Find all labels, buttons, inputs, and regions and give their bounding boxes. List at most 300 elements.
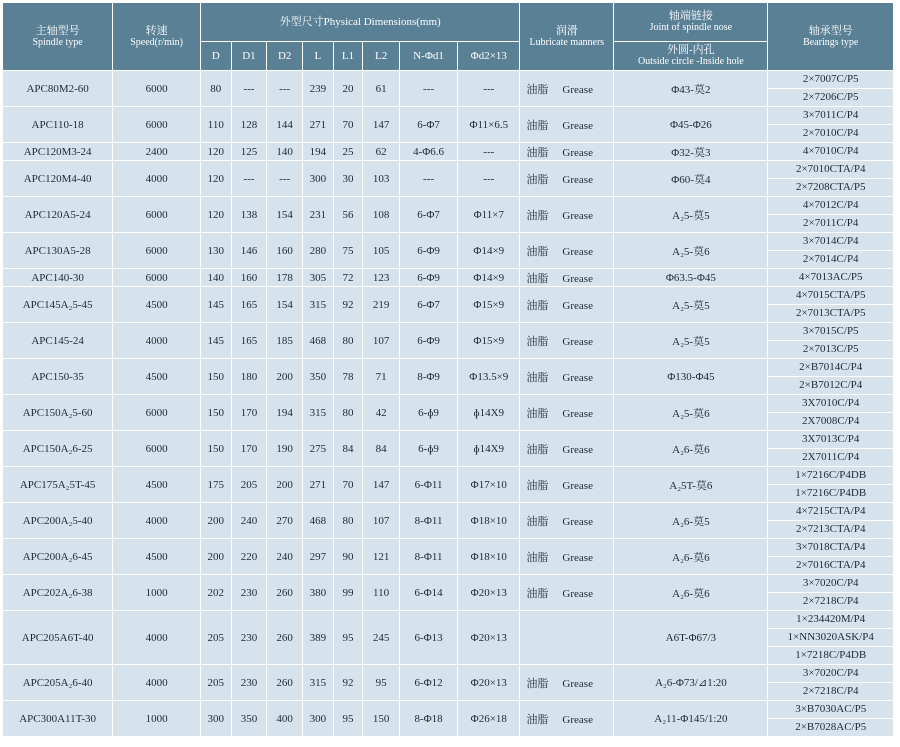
bearing-cell: 2×7013CTA/P5 [768,305,894,323]
bearing-cell: 2×B7014C/P4 [768,359,894,377]
lubrication-en: Grease [562,407,593,420]
lubrication-cell [520,287,614,323]
spec-cell: 128 [232,107,268,143]
bearing-cell: 3X7013C/P4 [768,431,894,449]
spec-cell: 6000 [113,395,201,431]
spec-cell: 25 [334,143,364,161]
table-row [3,701,894,719]
spindle-model-cell: APC80M2-60 [3,71,113,107]
spec-cell: 6-Φ7 [400,107,458,143]
spec-cell: 80 [334,395,364,431]
lubrication-en: Grease [562,245,593,258]
spec-cell: 468 [303,503,334,539]
bearing-cell: 2×7010CTA/P4 [768,161,894,179]
spec-cell: 315 [303,395,334,431]
bearing-cell: 3X7010C/P4 [768,395,894,413]
table-row [3,233,894,251]
spec-cell: 80 [201,71,232,107]
spec-cell: 154 [267,287,303,323]
joint-header: 轴端链接 Joint of spindle nose [614,3,768,42]
dimensions-header: 外型尺寸Physical Dimensions(mm) [201,3,520,42]
bearing-cell: 2×7013C/P5 [768,341,894,359]
spec-cell: 125 [232,143,268,161]
table-row [3,107,894,125]
joint-cell: A₂5-莫6 [614,233,768,269]
spec-cell: 20 [334,71,364,107]
spec-cell: 170 [232,395,268,431]
spec-cell: 205 [201,665,232,701]
bearing-cell: 2×7208CTA/P5 [768,179,894,197]
lubrication-cn: 油脂 [526,335,549,348]
spec-cell: 123 [363,269,400,287]
spec-cell: 108 [363,197,400,233]
spec-cell: --- [458,71,520,107]
lubrication-en: Grease [562,83,593,96]
spec-cell: 110 [363,575,400,611]
spec-cell: 230 [232,665,268,701]
spec-cell: 4000 [113,665,201,701]
spec-cell: 165 [232,287,268,323]
lubrication-cn: 油脂 [526,713,549,726]
spec-cell: 140 [267,143,303,161]
spec-cell: 160 [232,269,268,287]
joint-cell: A₂5-莫5 [614,197,768,233]
lubrication-cn: 油脂 [526,299,549,312]
spec-cell: 150 [363,701,400,737]
spec-cell: 165 [232,323,268,359]
spec-cell: 400 [267,701,303,737]
spec-cell: 61 [363,71,400,107]
joint-cell: Φ45-Φ26 [614,107,768,143]
lubrication-cn: 油脂 [526,245,549,258]
spec-cell: 4500 [113,359,201,395]
lubrication-cn: 油脂 [526,209,549,222]
spec-cell: Φ18×10 [458,539,520,575]
spec-cell: 105 [363,233,400,269]
spec-cell: 6-Φ9 [400,269,458,287]
table-row [3,575,894,593]
table-row [3,611,894,629]
spec-cell: 178 [267,269,303,287]
spec-cell: 4500 [113,287,201,323]
bearing-cell: 4×7010C/P4 [768,143,894,161]
bearing-cell: 1×7216C/P4DB [768,467,894,485]
bearing-cell: 2×7011C/P4 [768,215,894,233]
table-row [3,395,894,413]
bearing-cell: 1×7218C/P4DB [768,647,894,665]
joint-cell: Φ32-莫3 [614,143,768,161]
header-row-top [3,3,894,42]
spec-cell: 350 [232,701,268,737]
spec-cell: 380 [303,575,334,611]
dim-col-header: Φd2×13 [458,42,520,71]
spindle-spec-table [3,3,894,737]
lubrication-cell [520,107,614,143]
spec-cell: 146 [232,233,268,269]
spec-cell: 120 [201,161,232,197]
spec-cell: 275 [303,431,334,467]
bearing-cell: 3×7018CTA/P4 [768,539,894,557]
spec-cell: 4-Φ6.6 [400,143,458,161]
lubrication-cn: 油脂 [526,443,549,456]
spec-table-body [3,71,894,737]
spec-cell: 297 [303,539,334,575]
spec-cell: 120 [201,197,232,233]
bearing-cell: 4×7012C/P4 [768,197,894,215]
spec-cell: 2400 [113,143,201,161]
lubrication-cell [520,233,614,269]
speed-header: 转速 Speed(r/min) [113,3,201,71]
dim-col-header: L2 [363,42,400,71]
spec-cell: 240 [267,539,303,575]
spec-cell: 144 [267,107,303,143]
lubrication-en: Grease [562,119,593,132]
lubrication-en: Grease [562,515,593,528]
spec-cell: 6-ɸ9 [400,395,458,431]
spec-cell: 8-Φ18 [400,701,458,737]
table-row [3,269,894,287]
bearing-cell: 2×7010C/P4 [768,125,894,143]
spindle-model-cell: APC205A6T-40 [3,611,113,665]
joint-sub-header: 外圆-内孔 Outside circle -Inside hole [614,42,768,71]
spec-cell: 194 [303,143,334,161]
spec-cell: 160 [267,233,303,269]
spec-cell: 240 [232,503,268,539]
lubrication-cell [520,539,614,575]
joint-cell: A₂11-Φ145/1:20 [614,701,768,737]
spec-cell: 185 [267,323,303,359]
spec-cell: 150 [201,431,232,467]
spindle-model-cell: APC120A5-24 [3,197,113,233]
spec-cell: 95 [363,665,400,701]
lubrication-en: Grease [562,551,593,564]
lubrication-cell [520,503,614,539]
spec-cell: 300 [201,701,232,737]
joint-cell: A₂6-莫6 [614,431,768,467]
spec-cell: 71 [363,359,400,395]
joint-cell: A₂5-莫5 [614,287,768,323]
spec-cell: 42 [363,395,400,431]
table-row [3,143,894,161]
spec-cell: Φ18×10 [458,503,520,539]
spec-cell: 6-Φ9 [400,323,458,359]
lubrication-cell [520,611,614,665]
spec-cell: 190 [267,431,303,467]
spec-cell: 154 [267,197,303,233]
spec-cell: 84 [363,431,400,467]
lubrication-cn: 油脂 [526,407,549,420]
bearing-cell: 2×7218C/P4 [768,683,894,701]
spec-cell: 80 [334,503,364,539]
lubrication-en: Grease [562,173,593,186]
spec-cell: 4000 [113,161,201,197]
spec-cell: 260 [267,575,303,611]
spindle-model-cell: APC145A₂5-45 [3,287,113,323]
spec-cell: 200 [201,503,232,539]
spec-cell: --- [267,161,303,197]
spec-cell: 8-Φ11 [400,539,458,575]
spec-cell: 315 [303,665,334,701]
spec-cell: 200 [267,467,303,503]
spec-cell: 6000 [113,269,201,287]
lubrication-en: Grease [562,335,593,348]
table-row [3,197,894,215]
spec-cell: ɸ14X9 [458,431,520,467]
spec-cell: Φ15×9 [458,323,520,359]
spec-cell: 8-Φ11 [400,503,458,539]
spec-cell: Φ13.5×9 [458,359,520,395]
spec-cell: 230 [232,575,268,611]
lubrication-cn: 油脂 [526,272,549,285]
lubrication-cn: 油脂 [526,515,549,528]
bearing-cell: 3×7020C/P4 [768,575,894,593]
spec-cell: 170 [232,431,268,467]
dim-col-header: L1 [334,42,364,71]
dim-col-header: D2 [267,42,303,71]
lubrication-cell [520,161,614,197]
spec-cell: 138 [232,197,268,233]
spec-cell: Φ20×13 [458,575,520,611]
table-row [3,323,894,341]
bearing-cell: 2X7008C/P4 [768,413,894,431]
spec-cell: 6000 [113,107,201,143]
spec-cell: 62 [363,143,400,161]
spec-cell: 260 [267,665,303,701]
lubrication-cell [520,431,614,467]
spec-cell: 260 [267,611,303,665]
spec-cell: 6-Φ13 [400,611,458,665]
lubrication-en: Grease [562,587,593,600]
spec-cell: 75 [334,233,364,269]
spec-cell: 6000 [113,71,201,107]
spec-cell: 30 [334,161,364,197]
spec-cell: 280 [303,233,334,269]
spec-cell: 90 [334,539,364,575]
spec-cell: 103 [363,161,400,197]
spec-cell: 140 [201,269,232,287]
spindle-model-cell: APC145-24 [3,323,113,359]
spec-cell: 202 [201,575,232,611]
spec-cell: 4000 [113,503,201,539]
spec-cell: 300 [303,161,334,197]
lubrication-cn: 油脂 [526,119,549,132]
lubrication-cn: 油脂 [526,587,549,600]
joint-cell: A₂5T-莫6 [614,467,768,503]
lubrication-cn: 油脂 [526,146,549,159]
bearing-cell: 3×7015C/P5 [768,323,894,341]
lubrication-cell [520,359,614,395]
joint-cell: A₂6-莫6 [614,575,768,611]
bearing-cell: 2×7016CTA/P4 [768,557,894,575]
lubrication-en: Grease [562,272,593,285]
spindle-model-cell: APC140-30 [3,269,113,287]
spec-cell: 92 [334,287,364,323]
spec-cell: 239 [303,71,334,107]
spec-cell: 84 [334,431,364,467]
spec-cell: 107 [363,323,400,359]
spec-cell: 300 [303,701,334,737]
bearing-cell: 2X7011C/P4 [768,449,894,467]
lubrication-en: Grease [562,371,593,384]
joint-cell: A6T-Φ67/3 [614,611,768,665]
bearing-cell: 4×7013AC/P5 [768,269,894,287]
lubrication-cell [520,701,614,737]
spec-cell: Φ15×9 [458,287,520,323]
spindle-model-cell: APC130A5-28 [3,233,113,269]
spec-cell: 6000 [113,197,201,233]
spec-cell: 180 [232,359,268,395]
spec-cell: 6-ɸ9 [400,431,458,467]
spec-cell: 389 [303,611,334,665]
table-row [3,467,894,485]
lubrication-cell [520,467,614,503]
spec-cell: --- [232,161,268,197]
spec-cell: --- [400,161,458,197]
spec-cell: Φ14×9 [458,233,520,269]
spec-cell: 305 [303,269,334,287]
spec-cell: --- [458,143,520,161]
spec-cell: 56 [334,197,364,233]
lubrication-cell [520,395,614,431]
spec-cell: 80 [334,323,364,359]
spec-cell: 120 [201,143,232,161]
bearing-cell: 3×7014C/P4 [768,233,894,251]
lubrication-cn: 油脂 [526,479,549,492]
spec-cell: 6-Φ7 [400,197,458,233]
bearing-cell: 2×7213CTA/P4 [768,521,894,539]
spec-cell: 350 [303,359,334,395]
spec-cell: 194 [267,395,303,431]
lubrication-cn: 油脂 [526,173,549,186]
joint-cell: A₂5-莫6 [614,395,768,431]
spec-cell: 121 [363,539,400,575]
lubrication-cell [520,323,614,359]
lubricate-header: 润滑 Lubricate manners [520,3,614,71]
joint-cell: A₂5-莫5 [614,323,768,359]
spec-cell: --- [267,71,303,107]
bearing-cell: 2×B7028AC/P5 [768,719,894,737]
spec-cell: 200 [267,359,303,395]
spec-cell: --- [400,71,458,107]
spec-cell: 6-Φ9 [400,233,458,269]
dim-col-header: L [303,42,334,71]
bearing-cell: 1×7216C/P4DB [768,485,894,503]
spec-cell: 219 [363,287,400,323]
spindle-model-cell: APC120M4-40 [3,161,113,197]
spec-cell: 110 [201,107,232,143]
dim-col-header: N-Φd1 [400,42,458,71]
spec-cell: 147 [363,107,400,143]
spindle-model-cell: APC300A11T-30 [3,701,113,737]
spec-cell: 78 [334,359,364,395]
bearings-header: 轴承型号 Bearings type [768,3,894,71]
table-row [3,359,894,377]
lubrication-en: Grease [562,299,593,312]
spindle-model-cell: APC150-35 [3,359,113,395]
lubrication-cell [520,143,614,161]
spec-cell: 1000 [113,575,201,611]
spec-cell: 270 [267,503,303,539]
lubrication-cn: 油脂 [526,371,549,384]
spec-cell: 150 [201,395,232,431]
spec-cell: 95 [334,701,364,737]
bearing-cell: 3×7011C/P4 [768,107,894,125]
joint-cell: Φ60-莫4 [614,161,768,197]
table-row [3,665,894,683]
spec-cell: 231 [303,197,334,233]
spec-cell: Φ17×10 [458,467,520,503]
spec-cell: 205 [232,467,268,503]
spec-cell: --- [458,161,520,197]
joint-cell: Φ63.5-Φ45 [614,269,768,287]
spec-cell: 271 [303,467,334,503]
spec-cell: 205 [201,611,232,665]
spec-cell: 147 [363,467,400,503]
lubrication-cell [520,197,614,233]
spec-cell: Φ11×7 [458,197,520,233]
spec-cell: 468 [303,323,334,359]
spec-cell: 4500 [113,539,201,575]
spec-cell: Φ20×13 [458,611,520,665]
spindle-model-cell: APC150A₂6-25 [3,431,113,467]
spec-cell: 6000 [113,431,201,467]
lubrication-en: Grease [562,443,593,456]
bearing-cell: 3×B7030AC/P5 [768,701,894,719]
table-row [3,539,894,557]
table-row [3,161,894,179]
spec-cell: 145 [201,287,232,323]
lubrication-cn: 油脂 [526,677,549,690]
spec-cell: 4000 [113,323,201,359]
bearing-cell: 2×7014C/P4 [768,251,894,269]
spindle-type-header: 主轴型号 Spindle type [3,3,113,71]
table-row [3,503,894,521]
spec-cell: 6-Φ14 [400,575,458,611]
spindle-model-cell: APC110-18 [3,107,113,143]
lubrication-en: Grease [562,713,593,726]
spec-cell: 220 [232,539,268,575]
spec-cell: 107 [363,503,400,539]
spec-cell: 72 [334,269,364,287]
table-row [3,71,894,89]
spec-cell: 245 [363,611,400,665]
spindle-model-cell: APC200A₂6-45 [3,539,113,575]
lubrication-cn: 油脂 [526,551,549,564]
spec-cell: 8-Φ9 [400,359,458,395]
bearing-cell: 4×7015CTA/P5 [768,287,894,305]
lubrication-en: Grease [562,146,593,159]
spec-cell: 92 [334,665,364,701]
spindle-model-cell: APC120M3-24 [3,143,113,161]
lubrication-en: Grease [562,677,593,690]
bearing-cell: 3×7020C/P4 [768,665,894,683]
spindle-model-cell: APC202A₂6-38 [3,575,113,611]
spec-cell: 175 [201,467,232,503]
bearing-cell: 2×B7012C/P4 [768,377,894,395]
bearing-cell: 2×7218C/P4 [768,593,894,611]
spec-cell: 6-Φ11 [400,467,458,503]
spec-cell: ɸ14X9 [458,395,520,431]
bearing-cell: 1×234420M/P4 [768,611,894,629]
joint-cell: A₂6-莫5 [614,503,768,539]
spec-cell: 150 [201,359,232,395]
lubrication-cell [520,269,614,287]
joint-cell: A₂6-莫6 [614,539,768,575]
spindle-model-cell: APC150A₂5-60 [3,395,113,431]
lubrication-cell [520,575,614,611]
spec-cell: 70 [334,467,364,503]
spec-cell: 1000 [113,701,201,737]
